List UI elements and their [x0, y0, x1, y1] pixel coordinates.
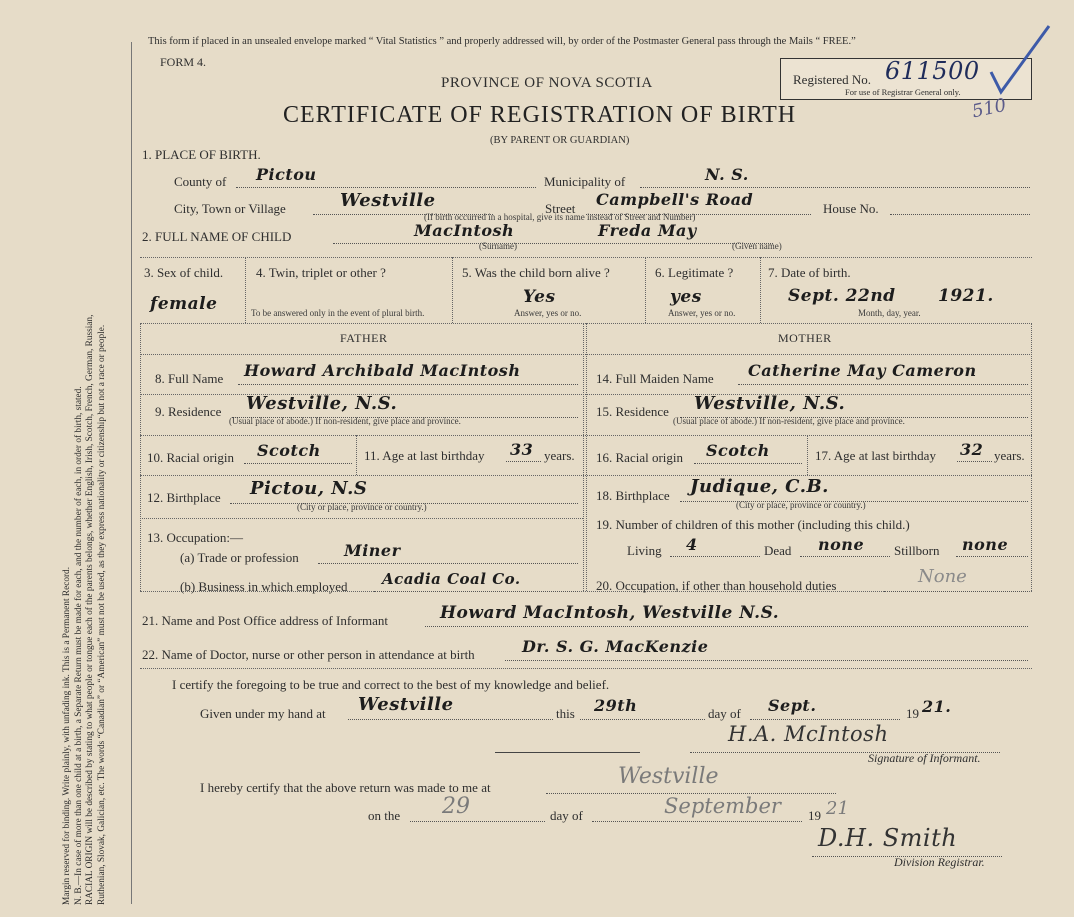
mother-residence-label: 15. Residence	[596, 404, 669, 419]
mother-occupation-label: 20. Occupation, if other than household duties	[596, 578, 837, 593]
dead-label: Dead	[764, 543, 792, 558]
margin-note-1: Margin reserved for binding. Write plainly, with unfading ink. This is a Permanent Record.	[62, 566, 72, 905]
dob-year: 1921.	[938, 286, 994, 306]
informant-signature: H.A. McIntosh	[728, 722, 889, 746]
street-value: Campbell's Road	[596, 190, 754, 209]
registered-number: 611500	[885, 57, 980, 85]
registrar-year-prefix: 19	[808, 808, 821, 823]
father-occupation-label: 13. Occupation:—	[147, 530, 244, 545]
registrar-place: Westville	[618, 764, 719, 789]
living-value: 4	[686, 535, 698, 554]
registrar-signature: D.H. Smith	[818, 824, 958, 852]
father-business: Acadia Coal Co.	[382, 570, 521, 588]
mother-racial-label: 16. Racial origin	[596, 450, 684, 465]
registrar-year-suffix: 21	[826, 798, 849, 819]
father-name-label: 8. Full Name	[155, 371, 224, 386]
doctor-value: Dr. S. G. MacKenzie	[522, 637, 709, 656]
margin-notes	[62, 25, 108, 905]
mother-racial: Scotch	[706, 441, 770, 460]
registered-note: For use of Registrar General only.	[845, 87, 961, 97]
alive-value: Yes	[523, 287, 556, 307]
father-birthplace-note: (City or place, province or country.)	[297, 502, 427, 512]
father-age: 33	[510, 440, 534, 459]
legitimate-note: Answer, yes or no.	[668, 308, 736, 318]
mother-name-label: 14. Full Maiden Name	[596, 371, 714, 386]
mother-birthplace-label: 18. Birthplace	[596, 488, 670, 503]
father-residence-label: 9. Residence	[155, 404, 222, 419]
house-number-label: House No.	[823, 201, 879, 216]
doctor-label: 22. Name of Doctor, nurse or other person in attendance at birth	[142, 647, 475, 662]
child-given-name: Freda May	[598, 221, 697, 240]
given-year-prefix: 19	[906, 706, 919, 721]
surname-note: (Surname)	[479, 241, 517, 251]
given-year-suffix: 21.	[922, 697, 952, 716]
child-name-label: 2. FULL NAME OF CHILD	[142, 229, 292, 244]
twin-note: To be answered only in the event of plural birth.	[251, 308, 425, 318]
given-under-place: Westville	[358, 694, 454, 715]
top-notice: This form if placed in an unsealed envelope marked “ Vital Statistics ” and properly addressed will, by order of the Postmaster General pass through the Mails “ FREE.”	[148, 36, 856, 47]
province-heading: PROVINCE OF NOVA SCOTIA	[441, 75, 653, 91]
mother-age-unit: years.	[994, 448, 1025, 463]
registrar-on-the-label: on the	[368, 808, 401, 823]
county-label: County of	[174, 174, 227, 189]
registrar-day-of-label: day of	[550, 808, 583, 823]
margin-note-3: RACIAL ORIGIN will be described by stating to what people or tongue each of the parents belongs, whether English, Irish, Scotch, French, German, Russian,	[85, 314, 96, 905]
margin-note-4: Ruthenian, Slovak, Galician, etc. The words “Canadian” or “American” must not be used, as they express nationality or citizenship but not a race or people.	[96, 324, 107, 905]
pencil-mark: 510	[970, 94, 1009, 123]
form-number: FORM 4.	[160, 55, 207, 69]
given-month: Sept.	[768, 696, 817, 715]
father-racial-label: 10. Racial origin	[147, 450, 235, 465]
mother-birthplace: Judique, C.B.	[690, 476, 829, 497]
mother-residence: Westville, N.S.	[694, 393, 846, 414]
given-this-label: this	[556, 706, 575, 721]
child-surname: MacIntosh	[414, 221, 515, 240]
father-birthplace-label: 12. Birthplace	[147, 490, 221, 505]
registrar-month: September	[664, 794, 781, 818]
municipality-value: N. S.	[705, 165, 749, 184]
margin-rule	[131, 42, 132, 904]
father-residence: Westville, N.S.	[246, 393, 398, 414]
city-value: Westville	[340, 190, 436, 211]
place-of-birth-label: 1. PLACE OF BIRTH.	[142, 147, 261, 162]
mother-heading: MOTHER	[778, 331, 832, 345]
mother-age-label: 17. Age at last birthday	[815, 448, 936, 463]
sex-label: 3. Sex of child.	[144, 265, 224, 280]
father-racial: Scotch	[257, 441, 321, 460]
father-residence-note: (Usual place of abode.) If non-resident, give place and province.	[229, 416, 461, 426]
mother-birthplace-note: (City or place, province or country.)	[736, 500, 866, 510]
given-under-label: Given under my hand at	[200, 706, 326, 721]
certificate-title: CERTIFICATE OF REGISTRATION OF BIRTH	[283, 102, 797, 128]
informant-label: 21. Name and Post Office address of Informant	[142, 613, 388, 628]
legitimate-label: 6. Legitimate ?	[655, 265, 734, 280]
given-name-note: (Given name)	[732, 241, 782, 251]
father-birthplace: Pictou, N.S	[250, 478, 368, 499]
legitimate-value: yes	[670, 287, 702, 307]
given-day: 29th	[594, 696, 638, 715]
informant-signature-label: Signature of Informant.	[868, 751, 981, 765]
street-label: Street	[545, 201, 576, 216]
city-label: City, Town or Village	[174, 201, 286, 216]
father-name: Howard Archibald MacIntosh	[244, 361, 521, 380]
registrar-day: 29	[442, 794, 470, 819]
certificate-subtitle: (BY PARENT OR GUARDIAN)	[490, 135, 630, 146]
alive-label: 5. Was the child born alive ?	[462, 265, 610, 280]
registered-label: Registered No.	[793, 72, 871, 87]
father-heading: FATHER	[340, 331, 388, 345]
father-trade: Miner	[344, 541, 401, 560]
certify-text: I certify the foregoing to be true and correct to the best of my knowledge and belief.	[172, 677, 610, 692]
living-label: Living	[627, 543, 662, 558]
father-business-label: (b) Business in which employed	[180, 579, 348, 594]
mother-children-label: 19. Number of children of this mother (including this child.)	[596, 517, 910, 532]
stillborn-value: none	[962, 535, 1009, 554]
mother-residence-note: (Usual place of abode.) If non-resident, give place and province.	[673, 416, 905, 426]
sex-value: female	[150, 294, 218, 314]
twin-label: 4. Twin, triplet or other ?	[256, 265, 386, 280]
dob-value: Sept. 22nd	[788, 286, 896, 306]
municipality-label: Municipality of	[544, 174, 626, 189]
dead-value: none	[818, 535, 865, 554]
hospital-note: (If birth occurred in a hospital, give its name instead of Street and Number)	[424, 212, 696, 222]
father-age-label: 11. Age at last birthday	[364, 448, 485, 463]
registrar-signature-label: Division Registrar.	[894, 855, 985, 869]
mother-age: 32	[960, 440, 984, 459]
alive-note: Answer, yes or no.	[514, 308, 582, 318]
mother-name: Catherine May Cameron	[748, 361, 977, 380]
stillborn-label: Stillborn	[894, 543, 940, 558]
dob-label: 7. Date of birth.	[768, 265, 851, 280]
mother-occupation: None	[918, 566, 967, 587]
registrar-certify-label: I hereby certify that the above return was made to me at	[200, 780, 491, 795]
father-trade-label: (a) Trade or profession	[180, 550, 299, 565]
margin-note-2: N. B.—In case of more than one child at a birth, a Separate Return must be made for each, and the number of each, in order of birth, stated.	[73, 386, 84, 905]
check-mark-icon	[985, 20, 1055, 100]
father-age-unit: years.	[544, 448, 575, 463]
informant-value: Howard MacIntosh, Westville N.S.	[440, 603, 780, 623]
dob-note: Month, day, year.	[858, 308, 921, 318]
county-value: Pictou	[256, 165, 317, 184]
given-day-of-label: day of	[708, 706, 741, 721]
